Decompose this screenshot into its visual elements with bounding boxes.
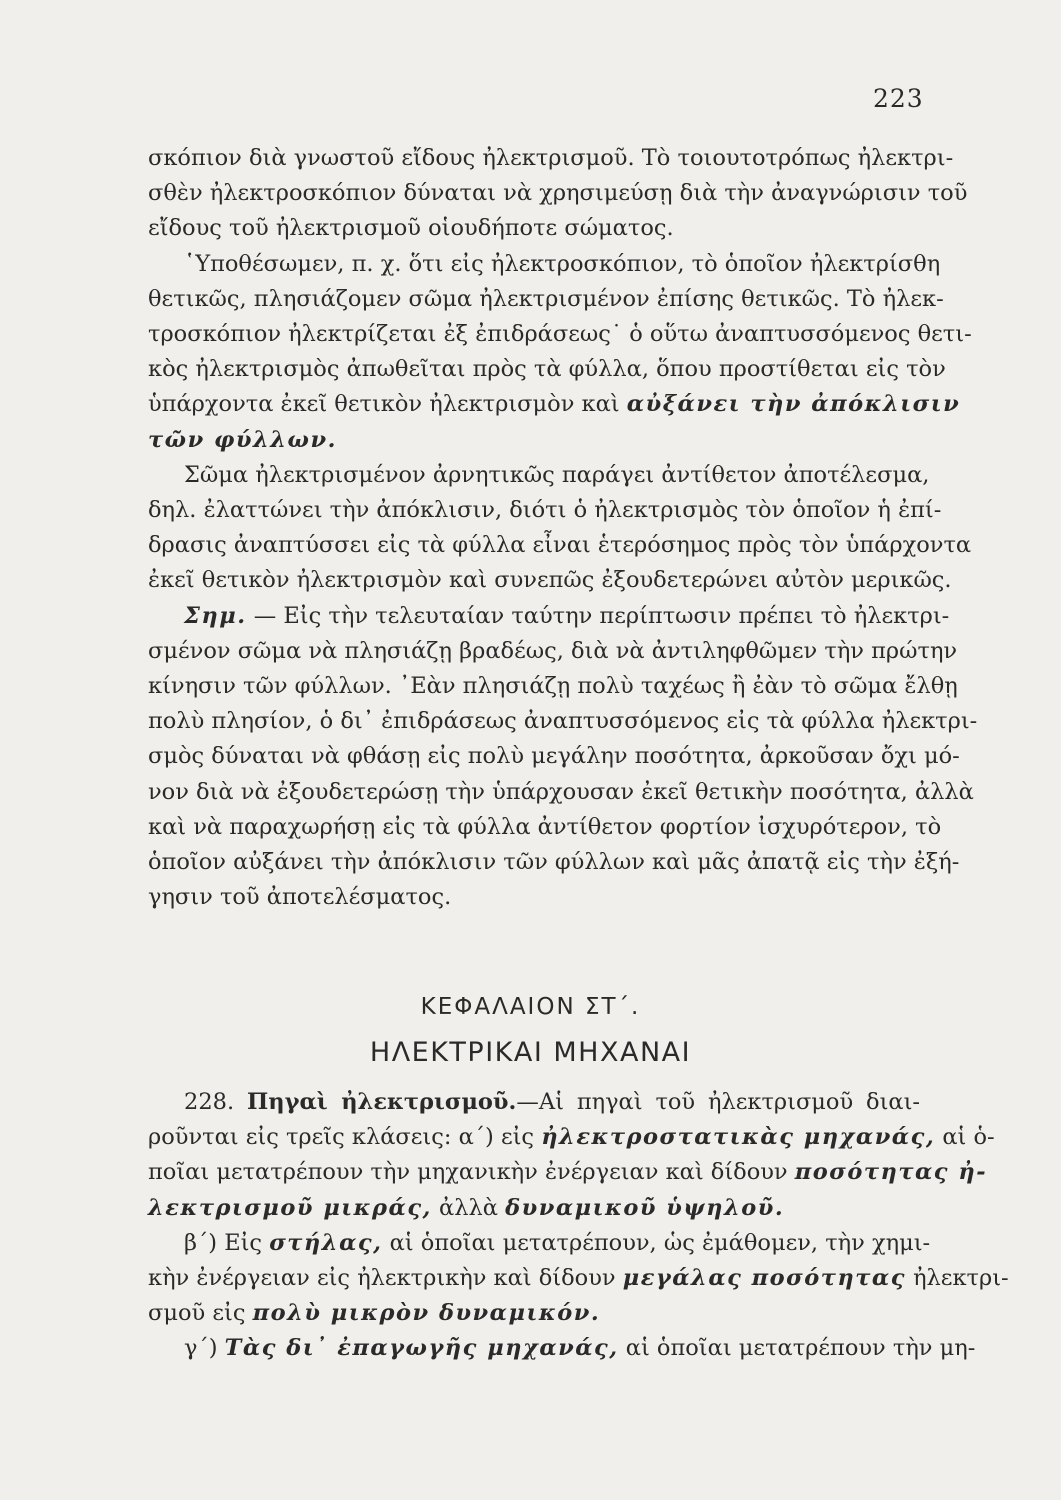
text-fragment: αἱ ὁ- xyxy=(942,1124,995,1151)
text-line: γησιν τοῦ ἀποτελέσματος. xyxy=(148,884,452,911)
text-fragment: — Εἰς τὴν τελευταίαν ταύτην περίπτωσιν πρέπει τὸ ἠλεκτρι- xyxy=(253,602,950,629)
text-fragment: αἱ ὁποῖαι μετατρέπουν τὴν μη- xyxy=(625,1335,976,1362)
text-line xyxy=(148,1120,995,1155)
emphasis-text: λεκτρισμοῦ μικράς, xyxy=(148,1194,432,1221)
text-fragment: ροῦνται εἰς τρεῖς κλάσεις: α΄) εἰς xyxy=(148,1124,535,1151)
text-line: ῾Υποθέσωμεν, π. χ. ὅτι εἰς ἠλεκτροσκόπιον, τὸ ὁποῖον ἠλεκτρίσθη xyxy=(184,250,941,277)
text-line xyxy=(148,1155,988,1190)
text-line xyxy=(148,599,950,634)
text-fragment: ὑπάρχοντα ἐκεῖ θετικὸν ἠλεκτρισμὸν καὶ xyxy=(148,391,620,418)
section-heading: Πηγαὶ ἠλεκτρισμοῦ. xyxy=(246,1089,517,1115)
section-number: 228. xyxy=(184,1089,235,1115)
text-line: πολὺ πλησίον, ὁ δι᾿ ἐπιδράσεως ἀναπτυσσόμενος εἰς τὰ φύλλα ἠλεκτρι- xyxy=(148,708,978,735)
chapter-title: ΗΛΕΚΤΡΙΚΑΙ ΜΗΧΑΝΑΙ xyxy=(369,1037,692,1068)
text-line: εἴδους τοῦ ἠλεκτρισμοῦ οἱουδήποτε σώματος. xyxy=(148,215,674,242)
text-line xyxy=(148,423,920,458)
body-text-section xyxy=(148,141,978,915)
text-line: σκόπιον διὰ γνωστοῦ εἴδους ἠλεκτρισμοῦ. Τὸ τοιουτοτρόπως ἠλεκτρι- xyxy=(148,145,954,171)
text-fragment: —Αἱ πηγαὶ τοῦ ἠλεκτρισμοῦ διαι- xyxy=(516,1089,921,1115)
text-fragment: ποῖαι μετατρέπουν τὴν μηχανικὴν ἐνέργειαν καὶ δίδουν xyxy=(148,1159,788,1186)
text-line: σθὲν ἠλεκτροσκόπιον δύναται νὰ χρησιμεύσῃ διὰ τὴν ἀναγνώρισιν τοῦ xyxy=(148,180,968,207)
text-line: τροσκόπιον ἠλεκτρίζεται ἐξ ἐπιδράσεως˙ ὁ οὕτω ἀναπτυσσόμενος θετι- xyxy=(148,321,972,348)
text-line xyxy=(148,1331,976,1366)
note-label: Σημ. xyxy=(184,602,247,629)
text-line: σμένον σῶμα νὰ πλησιάζῃ βραδέως, διὰ νὰ ἀντιληφθῶμεν τὴν πρώτην xyxy=(148,637,958,664)
emphasis-text: ποσότητας ἠ- xyxy=(794,1159,988,1186)
emphasis-text: Τὰς δι᾿ ἐπαγωγῆς μηχανάς, xyxy=(224,1335,619,1362)
text-fragment: β΄) Εἰς xyxy=(184,1229,263,1256)
text-line: κὸς ἠλεκτρισμὸς ἀπωθεῖται πρὸς τὰ φύλλα, ὅπου προστίθεται εἰς τὸν xyxy=(148,356,946,383)
text-line xyxy=(148,387,961,422)
text-line: δηλ. ἐλαττώνει τὴν ἀπόκλισιν, διότι ὁ ἠλεκτρισμὸς τὸν ὁποῖον ἡ ἐπί- xyxy=(148,497,942,524)
text-line: σμὸς δύναται νὰ φθάσῃ εἰς πολὺ μεγάλην ποσότητα, ἀρκοῦσαν ὄχι μό- xyxy=(148,743,960,770)
text-line xyxy=(148,1191,920,1226)
text-fragment: αἱ ὁποῖαι μετατρέπουν, ὡς ἐμάθομεν, τὴν χημι- xyxy=(389,1229,931,1256)
text-line: κίνησιν τῶν φύλλων. ᾿Εὰν πλησιάζῃ πολὺ ταχέως ἢ ἐὰν τὸ σῶμα ἔλθῃ xyxy=(148,673,958,700)
emphasis-text: αὐξάνει τὴν ἀπόκλισιν xyxy=(626,391,961,418)
text-line xyxy=(148,1085,920,1120)
text-line: θετικῶς, πλησιάζομεν σῶμα ἠλεκτρισμένον ἐπίσης θετικῶς. Τὸ ἠλεκ- xyxy=(148,285,944,312)
emphasis-text: δυναμικοῦ ὑψηλοῦ. xyxy=(505,1194,785,1221)
text-fragment: ἠλεκτρι- xyxy=(913,1265,1009,1292)
text-fragment: ἀλλὰ xyxy=(439,1194,498,1221)
text-line: Σῶμα ἠλεκτρισμένον ἀρνητικῶς παράγει ἀντίθετον ἀποτέλεσμα, xyxy=(184,461,930,488)
text-line: ὁποῖον αὐξάνει τὴν ἀπόκλισιν τῶν φύλλων καὶ μᾶς ἀπατᾷ εἰς τὴν ἐξή- xyxy=(148,849,960,876)
text-line: δρασις ἀναπτύσσει εἰς τὰ φύλλα εἶναι ἑτερόσημος πρὸς τὸν ὑπάρχοντα xyxy=(148,532,972,559)
chapter-label: ΚΕΦΑΛΑΙΟΝ ΣΤ΄. xyxy=(420,994,641,1020)
text-line xyxy=(148,1226,931,1261)
text-fragment: σμοῦ εἰς xyxy=(148,1300,246,1327)
emphasis-text: στήλας, xyxy=(269,1229,383,1256)
text-fragment: γ΄) xyxy=(184,1335,218,1362)
emphasis-text: πολὺ μικρὸν δυναμικόν. xyxy=(252,1300,601,1327)
page-number: 223 xyxy=(873,84,924,113)
emphasis-text: μεγάλας ποσότητας xyxy=(622,1265,906,1292)
text-line: ἐκεῖ θετικὸν ἠλεκτρισμὸν καὶ συνεπῶς ἐξουδετερώνει αὐτὸν μερικῶς. xyxy=(148,567,952,594)
text-line: καὶ νὰ παραχωρήσῃ εἰς τὰ φύλλα ἀντίθετον φορτίον ἰσχυρότερον, τὸ xyxy=(148,813,942,840)
emphasis-text: ἠλεκτροστατικὰς μηχανάς, xyxy=(541,1124,936,1151)
text-fragment: κὴν ἐνέργειαν εἰς ἠλεκτρικὴν καὶ δίδουν xyxy=(148,1265,616,1292)
text-line xyxy=(148,1261,1009,1296)
section-228 xyxy=(148,1085,1009,1367)
text-line: νον διὰ νὰ ἐξουδετερώσῃ τὴν ὑπάρχουσαν ἐκεῖ θετικὴν ποσότητα, ἀλλὰ xyxy=(148,778,974,805)
emphasis-text: τῶν φύλλων. xyxy=(148,426,337,453)
text-line xyxy=(148,1296,920,1331)
